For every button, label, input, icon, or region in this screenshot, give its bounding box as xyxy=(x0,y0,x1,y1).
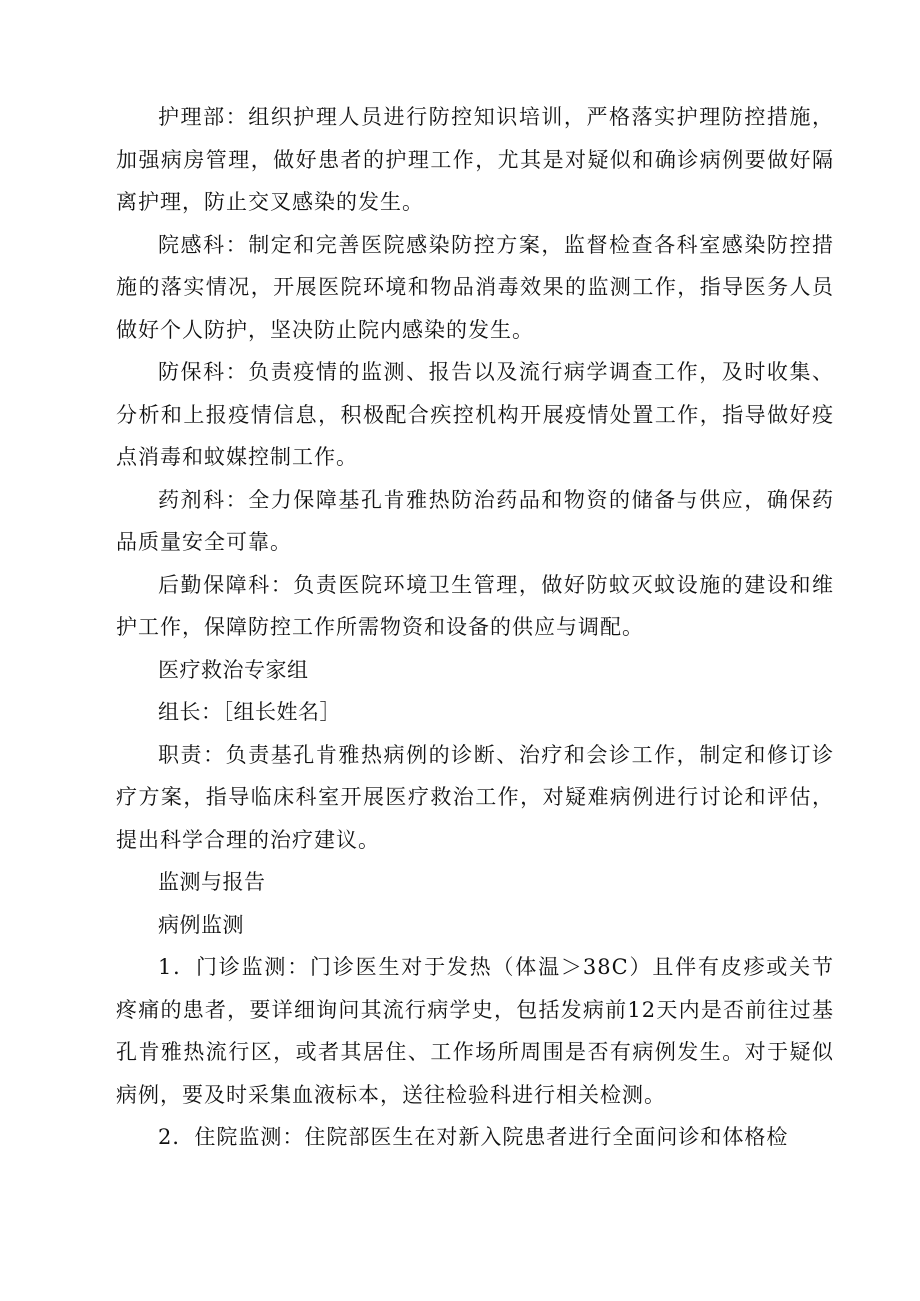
paragraph-duties: 职责：负责基孔肯雅热病例的诊断、治疗和会诊工作，制定和修订诊疗方案，指导临床科室开展医疗救治工作，对疑难病例进行讨论和评估，提出科学合理的治疗建议。 xyxy=(116,742,834,852)
heading-case-monitoring: 病例监测 xyxy=(158,912,244,937)
paragraph-infection-control: 院感科：制定和完善医院感染防控方案，监督检查各科室感染防控措施的落实情况，开展医院环境和物品消毒效果的监测工作，指导医务人员做好个人防护，坚决防止院内感染的发生。 xyxy=(116,232,834,342)
document-page xyxy=(116,96,834,1159)
heading-monitoring-reporting: 监测与报告 xyxy=(158,870,266,894)
paragraph-outpatient-monitoring: 1．门诊监测：门诊医生对于发热（体温＞38C）且伴有皮疹或关节疼痛的患者，要详细询问其流行病学史，包括发病前12天内是否前往过基孔肯雅热流行区，或者其居住、工作场所周围是否有病例发生。对于疑似病例，要及时采集血液标本，送往检验科进行相关检测。 xyxy=(116,955,834,1107)
group-leader-line: 组长：［组长姓名］ xyxy=(158,700,341,724)
heading-expert-group: 医疗救治专家组 xyxy=(158,657,309,682)
paragraph-prevention-department: 防保科：负责疫情的监测、报告以及流行病学调查工作，及时收集、分析和上报疫情信息，积极配合疾控机构开展疫情处置工作，指导做好疫点消毒和蚊媒控制工作。 xyxy=(116,360,834,469)
paragraph-pharmacy: 药剂科：全力保障基孔肯雅热防治药品和物资的储备与供应，确保药品质量安全可靠。 xyxy=(116,487,834,554)
paragraph-logistics: 后勤保障科：负责医院环境卫生管理，做好防蚊灭蚊设施的建设和维护工作，保障防控工作所需物资和设备的供应与调配。 xyxy=(116,572,834,639)
paragraph-inpatient-monitoring: 2．住院监测：住院部医生在对新入院患者进行全面问诊和体格检 xyxy=(158,1125,789,1149)
paragraph-nursing-department: 护理部：组织护理人员进行防控知识培训，严格落实护理防控措施，加强病房管理，做好患者的护理工作，尤其是对疑似和确诊病例要做好隔离护理，防止交叉感染的发生。 xyxy=(116,105,834,214)
